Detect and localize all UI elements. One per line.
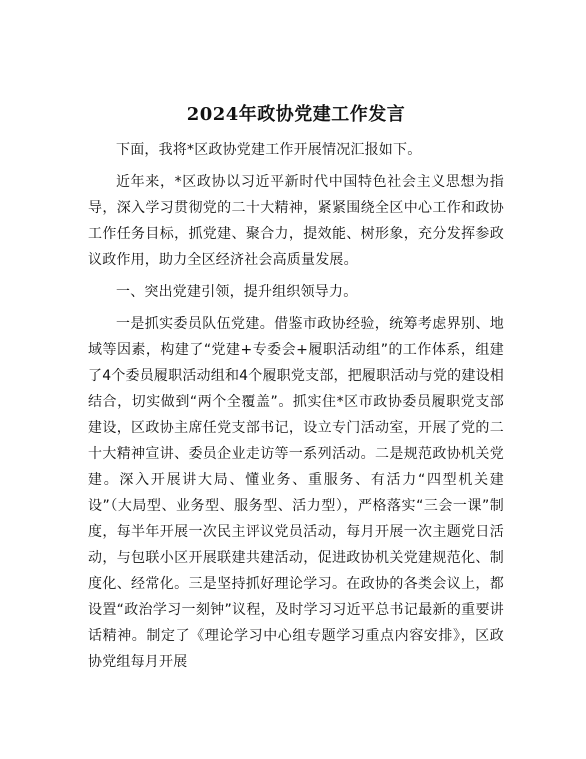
overview-paragraph: 近年来，*区政协以习近平新时代中国特色社会主义思想为指导，深入学习贯彻党的二十大精神，紧紧围绕全区中心工作和政协工作任务目标，抓党建、聚合力，提效能、树形象，充分发挥参政议政作用，助力全区经济社会高质量发展。 bbox=[88, 174, 504, 268]
document-title: 2024年政协党建工作发言 bbox=[186, 104, 406, 125]
body-paragraph: 一是抓实委员队伍党建。借鉴市政协经验，统筹考虑界别、地域等因素，构建了“党建+专委会+履职活动组”的工作体系，组建了4个委员履职活动组和4个履职党支部，把履职活动与党的建设相结合，切实做到“两个全覆盖”。抓实住*区市政协委员履职党支部建设，区政协主席任党支部书记，设立专门活动室，开展了党的二十大精神宣讲、委员企业走访等一系列活动。二是规范政协机关党建。深入开展讲大局、懂业务、重服务、有活力“四型机关建设”（大局型、业务型、服务型、活力型），严格落实“三会一课”制度，每半年开展一次民主评议党员活动，每月开展一次主题党日活动，与包联小区开展联建共建活动，促进政协机关党建规范化、制度化、经常化。三是坚持抓好理论学习。在政协的各类会议上，都设置“政治学习一刻钟”议程，及时学习习近平总书记最新的重要讲话精神。制定了《理论学习中心组专题学习重点内容安排》，区政协党组每月开展 bbox=[88, 316, 504, 670]
intro-paragraph: 下面，我将*区政协党建工作开展情况汇报如下。 bbox=[116, 142, 422, 158]
section-heading: 一、突出党建引领，提升组织领导力。 bbox=[116, 284, 358, 300]
